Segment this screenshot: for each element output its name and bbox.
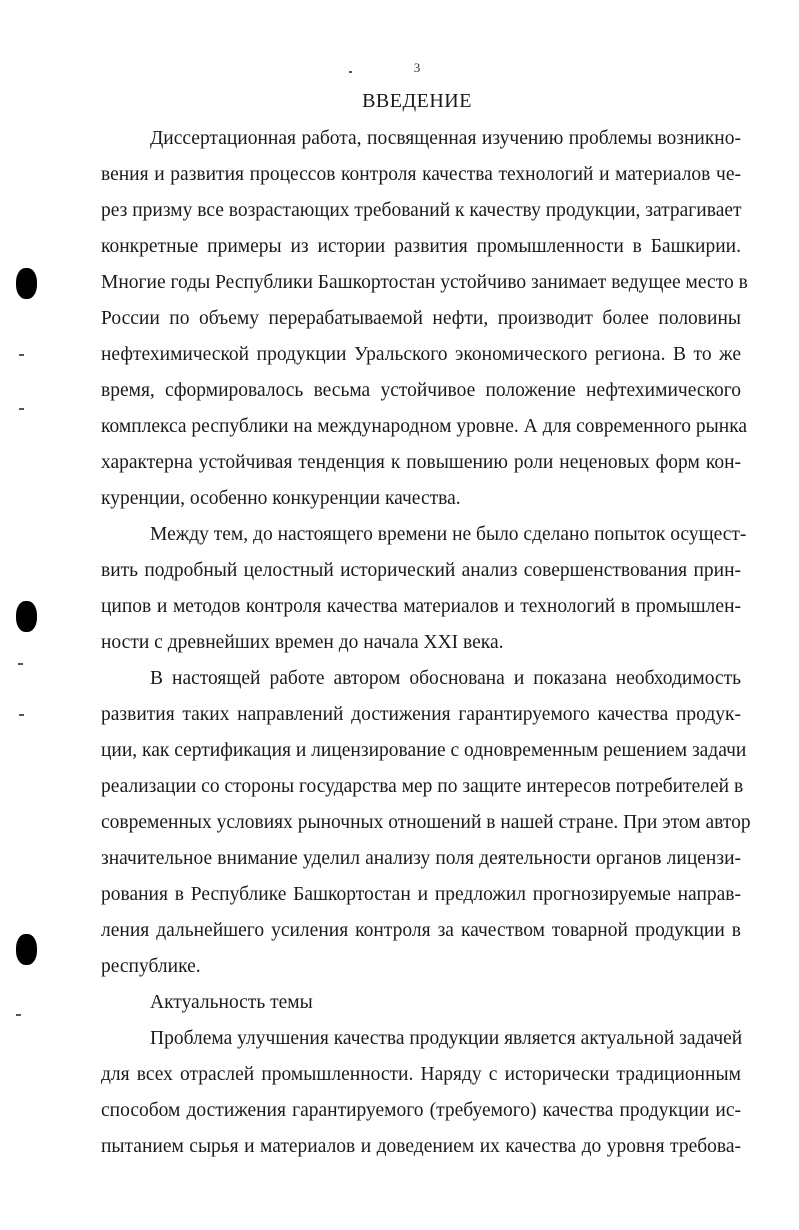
page-number: 3 (413, 60, 421, 75)
text-line: куренции, особенно конкуренции качества. (101, 488, 461, 509)
text-line: конкретные примеры из истории развития промышленности в Башкирии. (101, 236, 741, 257)
text-line: ности с древнейших времен до начала XXI века. (101, 632, 504, 653)
scan-speck (349, 71, 352, 73)
text-line: рования в Республике Башкортостан и предложил прогнозируемые направ- (101, 884, 741, 905)
text-line: вения и развития процессов контроля качества технологий и материалов че- (101, 164, 741, 185)
text-line: Многие годы Республики Башкортостан устойчиво занимает ведущее место в (101, 272, 748, 293)
scan-speck (16, 1014, 21, 1016)
scan-speck (18, 663, 23, 665)
scan-speck (19, 354, 24, 356)
text-line: способом достижения гарантируемого (требуемого) качества продукции ис- (101, 1100, 741, 1121)
section-subheading: Актуальность темы (150, 992, 313, 1013)
scan-speck (19, 714, 24, 716)
text-line: ления дальнейшего усиления контроля за качеством товарной продукции в (101, 920, 741, 941)
text-line: комплекса республики на международном уровне. А для современного рынка (101, 416, 748, 437)
text-line: ции, как сертификация и лицензирование с одновременным решением задачи (101, 740, 747, 761)
text-line: России по объему перерабатываемой нефти, производит более половины (101, 308, 741, 329)
punch-hole (16, 934, 37, 965)
text-line: для всех отраслей промышленности. Наряду с исторически традиционным (101, 1064, 741, 1085)
text-line: республике. (101, 956, 201, 977)
page-title: ВВЕДЕНИЕ (362, 90, 472, 112)
text-line: рез призму все возрастающих требований к качеству продукции, затрагивает (101, 200, 742, 221)
text-line: вить подробный целостный исторический анализ совершенствования прин- (101, 560, 741, 581)
punch-hole (16, 268, 37, 299)
text-line: реализации со стороны государства мер по защите интересов потребителей в (101, 776, 744, 797)
text-line: развития таких направлений достижения гарантируемого качества продук- (101, 704, 741, 725)
text-line: ципов и методов контроля качества материалов и технологий в промышлен- (101, 596, 741, 617)
text-line: нефтехимической продукции Уральского экономического региона. В то же (101, 344, 741, 365)
text-line: В настоящей работе автором обоснована и показана необходимость (150, 668, 741, 689)
text-line: пытанием сырья и материалов и доведением их качества до уровня требова- (101, 1136, 741, 1157)
punch-hole (16, 601, 37, 632)
text-line: время, сформировалось весьма устойчивое положение нефтехимического (101, 380, 741, 401)
text-line: значительное внимание уделил анализу поля деятельности органов лицензи- (101, 848, 741, 869)
text-line: Проблема улучшения качества продукции является актуальной задачей (150, 1028, 743, 1049)
text-line: Диссертационная работа, посвященная изучению проблемы возникно- (150, 128, 741, 149)
text-line: современных условиях рыночных отношений в нашей стране. При этом автор (101, 812, 751, 833)
text-line: Между тем, до настоящего времени не было сделано попыток осущест- (150, 524, 747, 545)
text-line: характерна устойчивая тенденция к повышению роли неценовых форм кон- (101, 452, 741, 473)
scan-speck (19, 408, 24, 410)
